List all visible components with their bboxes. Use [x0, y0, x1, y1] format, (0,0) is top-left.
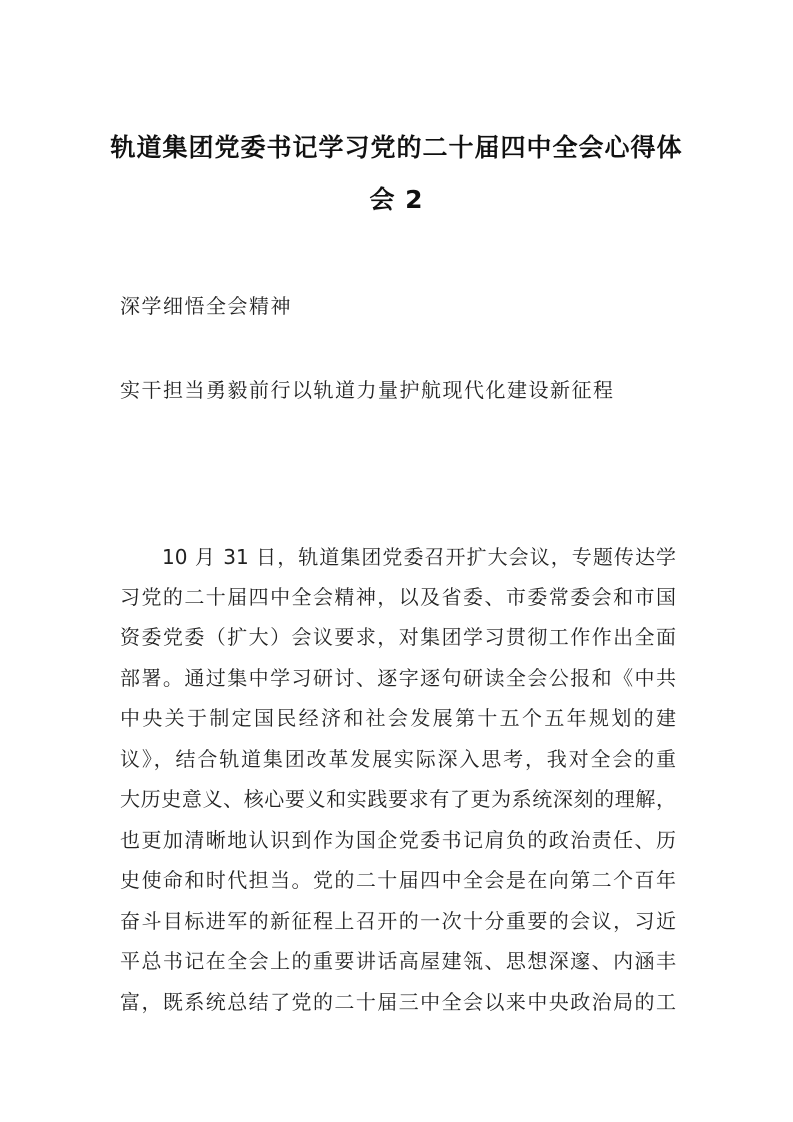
body-line: 也更加清晰地认识到作为国企党委书记肩负的政治责任、历	[120, 828, 676, 852]
subtitle-heading: 深学细悟全会精神	[120, 294, 292, 318]
body-line: 平总书记在全会上的重要讲话高屋建瓴、思想深邃、内涵丰	[120, 949, 676, 973]
body-line: 资委党委（扩大）会议要求，对集团学习贯彻工作作出全面	[120, 625, 676, 649]
document-title-line-1: 轨道集团党委书记学习党的二十届四中全会心得体	[110, 133, 683, 162]
body-line: 史使命和时代担当。党的二十届四中全会是在向第二个百年	[120, 868, 676, 892]
body-line: 议》，结合轨道集团改革发展实际深入思考，我对全会的重	[120, 747, 676, 771]
body-line: 部署。通过集中学习研讨、逐字逐句研读全会公报和《中共	[120, 666, 676, 690]
body-line: 奋斗目标进军的新征程上召开的一次十分重要的会议，习近	[120, 909, 676, 933]
body-line: 中央关于制定国民经济和社会发展第十五个五年规划的建	[120, 706, 676, 730]
body-line: 大历史意义、核心要义和实践要求有了更为系统深刻的理解，	[120, 787, 676, 811]
body-line: 10 月 31 日，轨道集团党委召开扩大会议，专题传达学	[162, 545, 676, 569]
subtitle-subheading: 实干担当勇毅前行以轨道力量护航现代化建设新征程	[120, 378, 615, 402]
body-line: 富，既系统总结了党的二十届三中全会以来中央政治局的工	[120, 990, 676, 1014]
document-title-line-2: 会 2	[369, 185, 424, 214]
body-line: 习党的二十届四中全会精神，以及省委、市委常委会和市国	[120, 585, 676, 609]
